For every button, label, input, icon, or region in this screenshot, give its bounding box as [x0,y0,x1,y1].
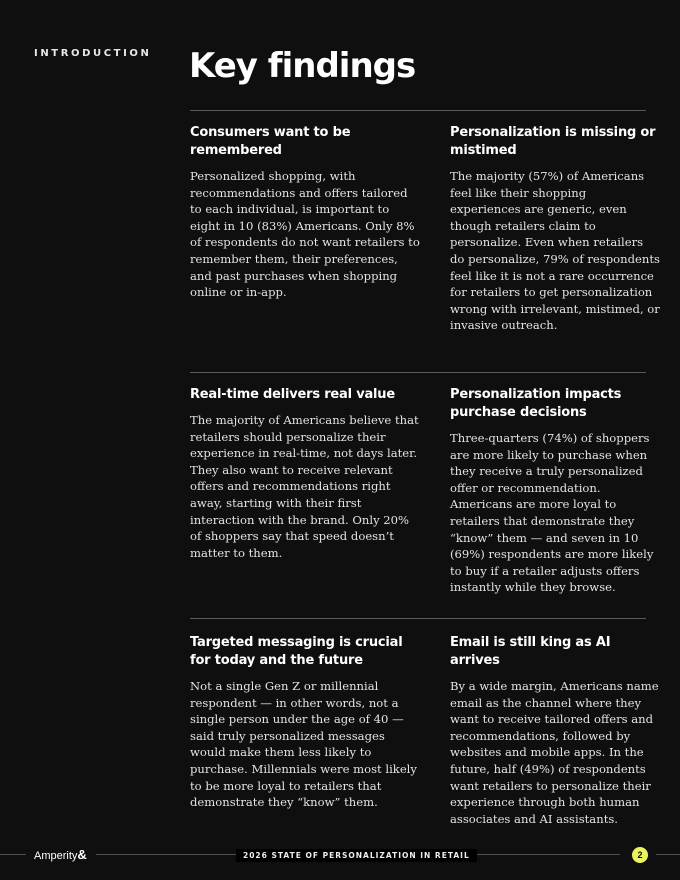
finding-targeted-messaging [190,634,422,811]
brand-mark: & [77,847,87,862]
brand-logo [34,846,87,864]
finding-heading: Email is still king as AI arrives [450,635,611,668]
page-number: 2 [632,847,648,863]
finding-consumers-remembered [190,124,422,301]
finding-body: The majority of Americans believe that retailers should personalize their experience in real-time, not days later. They also want to receive relevant offers and recommendations right away, starting with their first interaction with the brand. Only 20% of shoppers say that speed doesn’t matter to them. [190,413,419,560]
finding-body: Personalized shopping, with recommendations and offers tailored to each individual, is important to eight in 10 (83%) Americans. Only 8% of respondents do not want retailers to remember them, their preferences, and past purchases when shopping online or in-app. [190,169,420,300]
finding-heading: Consumers want to be remembered [190,125,351,158]
page-title: Key findings [189,46,416,86]
divider [190,372,646,373]
finding-real-time-value [190,386,422,561]
finding-body: By a wide margin, Americans name email as the channel where they want to receive tailored offers and recommendations, followed by websites and mobile apps. In the future, half (49%) of respondents want retailers to personalize their experience through both human associates and AI assistants. [450,679,659,826]
report-title: 2026 STATE OF PERSONALIZATION IN RETAIL [236,849,477,862]
divider [190,618,646,619]
finding-body: Not a single Gen Z or millennial respondent — in other words, not a single person under the age of 40 — said truly personalized messages would make them less likely to purchase. Millennials were most likely to be more loyal to retailers that demonstrate they “know” them. [190,679,417,810]
finding-body: The majority (57%) of Americans feel like their shopping experiences are generic, even though retailers claim to personalize. Even when retailers do personalize, 79% of respondents feel like it is not a rare occurrence for retailers to get personalization wrong with irrelevant, mistimed, or invasive outreach. [450,169,660,333]
footer-line [656,854,680,855]
finding-email-king [450,634,664,827]
finding-heading: Targeted messaging is crucial for today and the future [190,635,403,668]
page-footer [0,846,680,864]
divider [190,110,646,111]
finding-personalization-missing [450,124,660,334]
finding-body: Three-quarters (74%) of shoppers are more likely to purchase when they receive a truly personalized offer or recommendation. Americans are more loyal to retailers that demonstrate they “know” them — and seven in 10 (69%) respondents are more likely to buy if a retailer adjusts offers instantly while they browse. [450,431,654,595]
footer-line [0,854,26,855]
finding-purchase-decisions [450,386,664,596]
section-label: INTRODUCTION [34,48,152,59]
finding-heading: Personalization impacts purchase decisions [450,387,622,420]
finding-heading: Personalization is missing or mistimed [450,125,656,158]
brand-name: Amperity [34,850,78,862]
finding-heading: Real-time delivers real value [190,387,395,402]
